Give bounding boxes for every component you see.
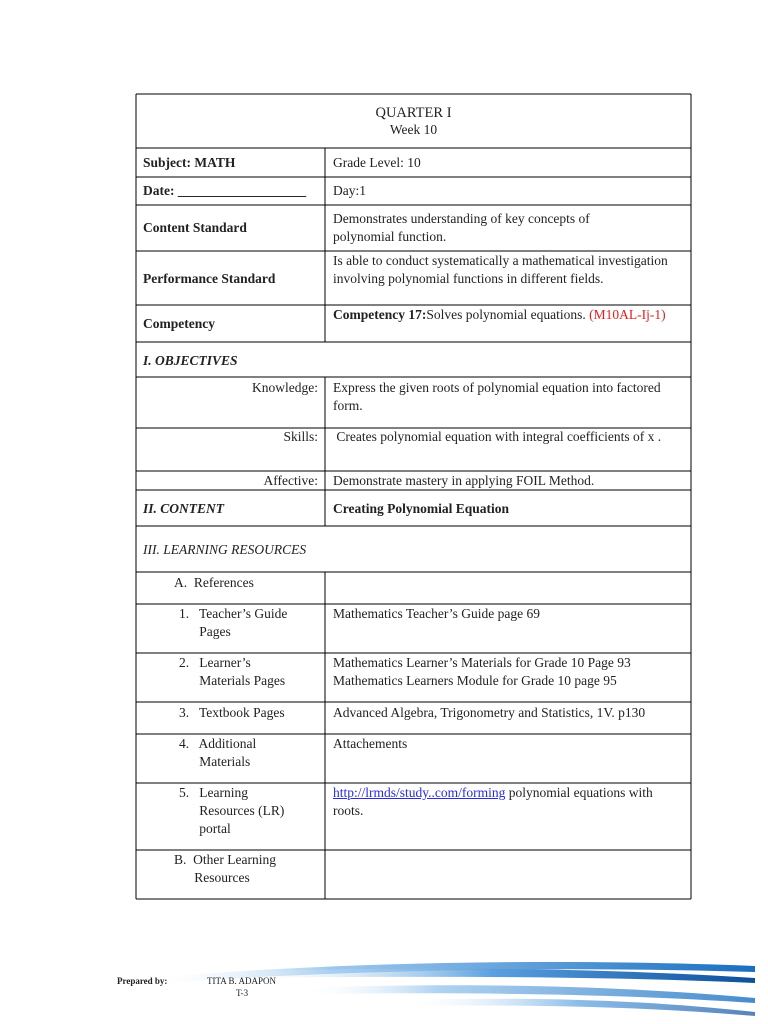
quarter-title: QUARTER I [375, 105, 452, 121]
teachers-guide-label: 1. Teacher’s Guide Pages [179, 606, 288, 639]
content-standard-label: Content Standard [143, 220, 247, 235]
learners-materials-label: 2. Learner’s Materials Pages [179, 655, 286, 688]
objectives-heading: I. OBJECTIVES [143, 353, 238, 368]
preparer-name: TITA B. ADAPON [207, 976, 277, 986]
affective-text: Demonstrate mastery in applying FOIL Method. [333, 473, 595, 488]
content-standard-text: Demonstrates understanding of key concepts of polynomial function. [333, 211, 590, 244]
lr-portal-link[interactable]: http://lrmds/study..com/forming [333, 785, 506, 800]
competency-description: Solves polynomial equations. [426, 307, 590, 322]
knowledge-text: Express the given roots of polynomial equation into factored form. [333, 380, 661, 413]
textbook-text: Advanced Algebra, Trigonometry and Statistics, 1V. p130 [333, 705, 646, 720]
competency-number: Competency 17: [333, 307, 427, 322]
competency-code: (M10AL-Ij-1) [589, 307, 666, 322]
teachers-guide-text: Mathematics Teacher’s Guide page 69 [333, 606, 540, 621]
skills-label: Skills: [283, 429, 318, 444]
lr-portal-label: 5. Learning Resources (LR) portal [179, 785, 285, 836]
prepared-by-label: Prepared by: [117, 976, 168, 986]
performance-standard-label: Performance Standard [143, 271, 276, 286]
knowledge-label: Knowledge: [252, 380, 318, 395]
additional-materials-text: Attachements [333, 736, 408, 751]
date-label: Date: ___________________ [143, 183, 307, 198]
learners-materials-text: Mathematics Learner’s Materials for Grade 10 Page 93 Mathematics Learners Module for Grade 10 page 95 [333, 655, 631, 688]
competency-label: Competency [143, 316, 215, 331]
day-label: Day:1 [333, 183, 366, 198]
other-resources-label: B. Other Learning Resources [174, 852, 276, 885]
week-label: Week 10 [389, 122, 438, 137]
grade-level: Grade Level: 10 [333, 155, 421, 170]
references-label: A. References [174, 575, 254, 590]
textbook-label: 3. Textbook Pages [179, 705, 285, 720]
content-topic: Creating Polynomial Equation [333, 501, 510, 516]
learning-resources-heading: III. LEARNING RESOURCES [143, 542, 307, 557]
preparer-code: T-3 [236, 988, 249, 998]
lr-portal-description: polynomial equations with roots. [333, 785, 653, 818]
additional-materials-label: 4. Additional Materials [179, 736, 257, 769]
skills-text: Creates polynomial equation with integral coefficients of x . [333, 429, 662, 444]
affective-label: Affective: [263, 473, 318, 488]
subject-label: Subject: MATH [143, 155, 236, 170]
content-heading: II. CONTENT [143, 501, 225, 516]
performance-standard-text: Is able to conduct systematically a mathematical investigation involving polynomial functions in different fields. [333, 253, 668, 286]
